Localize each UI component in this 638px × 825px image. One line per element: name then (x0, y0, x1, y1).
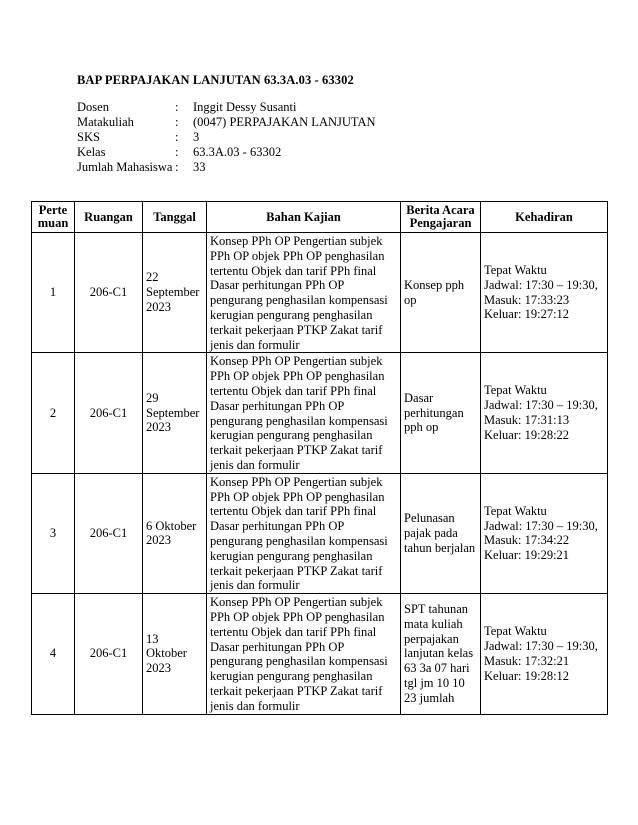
info-row-sks (77, 130, 376, 145)
info-value: 3 (193, 130, 200, 144)
header-tanggal: Tanggal (143, 202, 207, 233)
cell-bahan-kajian: Konsep PPh OP Pengertian subjek PPh OP objek PPh OP penghasilan tertentu Objek dan tarif PPh final Dasar perhitungan PPh OP pengurang penghasilan kompensasi kerugian pengurang penghasilan terkait pekerjaan PTKP Zakat tarif jenis dan formulir (207, 233, 401, 353)
header-bahan-kajian: Bahan Kajian (207, 202, 401, 233)
cell-pertemuan: 2 (32, 353, 75, 473)
info-row-kelas (77, 145, 376, 160)
info-sep: : (175, 145, 179, 159)
cell-ruangan: 206-C1 (75, 473, 143, 593)
cell-berita-acara: Dasar perhitungan pph op (401, 353, 481, 473)
cell-pertemuan: 3 (32, 473, 75, 593)
info-sep: : (175, 160, 179, 174)
info-label: Jumlah Mahasiswa (77, 160, 173, 174)
cell-kehadiran: Tepat Waktu Jadwal: 17:30 – 19:30, Masuk: 17:31:13 Keluar: 19:28:22 (481, 353, 608, 473)
cell-ruangan: 206-C1 (75, 353, 143, 473)
header-pertemuan: Perte muan (32, 202, 75, 233)
cell-tanggal: 22 September 2023 (143, 233, 207, 353)
cell-ruangan: 206-C1 (75, 594, 143, 714)
table-row (32, 594, 608, 714)
header-ruangan: Ruangan (75, 202, 143, 233)
header-berita-acara: Berita Acara Pengajaran (401, 202, 481, 233)
cell-pertemuan: 4 (32, 594, 75, 714)
table-row (32, 233, 608, 353)
info-label: Dosen (77, 100, 109, 114)
info-label: Matakuliah (77, 115, 134, 129)
cell-berita-acara: Pelunasan pajak pada tahun berjalan (401, 473, 481, 593)
cell-ruangan: 206-C1 (75, 233, 143, 353)
cell-berita-acara: SPT tahunan mata kuliah perpajakan lanjutan kelas 63 3a 07 hari tgl jm 10 10 23 jumlah (401, 594, 481, 714)
document-title: BAP PERPAJAKAN LANJUTAN 63.3A.03 - 63302 (77, 73, 354, 87)
table-header-row (32, 202, 608, 233)
info-row-jumlah-mahasiswa (77, 160, 376, 175)
cell-pertemuan: 1 (32, 233, 75, 353)
cell-tanggal: 13 Oktober 2023 (143, 594, 207, 714)
info-value: Inggit Dessy Susanti (193, 100, 297, 114)
info-label: Kelas (77, 145, 106, 159)
info-row-matakuliah (77, 115, 376, 130)
header-kehadiran: Kehadiran (481, 202, 608, 233)
info-sep: : (175, 130, 179, 144)
table-row (32, 473, 608, 593)
info-row-dosen (77, 100, 376, 115)
info-label: SKS (77, 130, 100, 144)
cell-tanggal: 6 Oktober 2023 (143, 473, 207, 593)
cell-bahan-kajian: Konsep PPh OP Pengertian subjek PPh OP objek PPh OP penghasilan tertentu Objek dan tarif PPh final Dasar perhitungan PPh OP pengurang penghasilan kompensasi kerugian pengurang penghasilan terkait pekerjaan PTKP Zakat tarif jenis dan formulir (207, 353, 401, 473)
info-value: 33 (193, 160, 206, 174)
cell-bahan-kajian: Konsep PPh OP Pengertian subjek PPh OP objek PPh OP penghasilan tertentu Objek dan tarif PPh final Dasar perhitungan PPh OP pengurang penghasilan kompensasi kerugian pengurang penghasilan terkait pekerjaan PTKP Zakat tarif jenis dan formulir (207, 473, 401, 593)
info-sep: : (175, 100, 179, 114)
cell-berita-acara: Konsep pph op (401, 233, 481, 353)
cell-kehadiran: Tepat Waktu Jadwal: 17:30 – 19:30, Masuk: 17:33:23 Keluar: 19:27:12 (481, 233, 608, 353)
cell-kehadiran: Tepat Waktu Jadwal: 17:30 – 19:30, Masuk: 17:32:21 Keluar: 19:28:12 (481, 594, 608, 714)
table-row (32, 353, 608, 473)
info-sep: : (175, 115, 179, 129)
info-value: 63.3A.03 - 63302 (193, 145, 282, 159)
attendance-table (31, 201, 608, 715)
cell-kehadiran: Tepat Waktu Jadwal: 17:30 – 19:30, Masuk: 17:34:22 Keluar: 19:29:21 (481, 473, 608, 593)
cell-tanggal: 29 September 2023 (143, 353, 207, 473)
course-info (77, 100, 376, 175)
cell-bahan-kajian: Konsep PPh OP Pengertian subjek PPh OP objek PPh OP penghasilan tertentu Objek dan tarif PPh final Dasar perhitungan PPh OP pengurang penghasilan kompensasi kerugian pengurang penghasilan terkait pekerjaan PTKP Zakat tarif jenis dan formulir (207, 594, 401, 714)
info-value: (0047) PERPAJAKAN LANJUTAN (193, 115, 376, 129)
